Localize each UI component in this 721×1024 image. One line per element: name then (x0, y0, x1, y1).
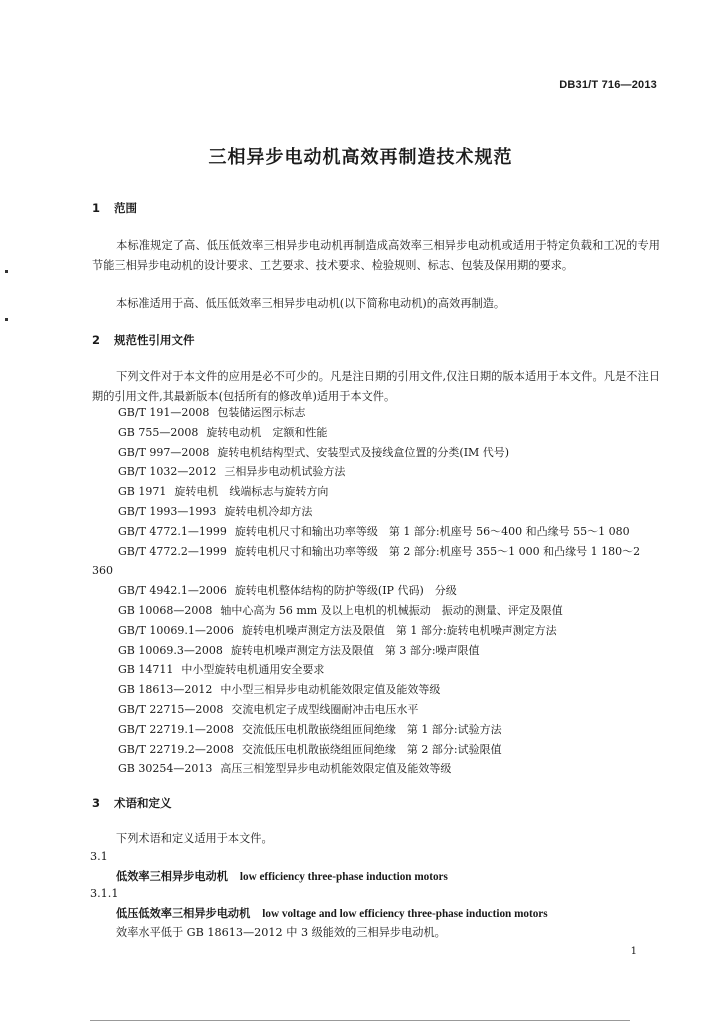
reference-item: GB 1971 旋转电机 线端标志与旋转方向 (118, 485, 329, 499)
reference-item: GB/T 22715—2008 交流电机定子成型线圈耐冲击电压水平 (118, 702, 419, 716)
term-chinese: 低压低效率三相异步电动机 (116, 906, 251, 920)
reference-item: GB 10068—2008 轴中心高为 56 mm 及以上电机的机械振动 振动的测量、评定及限值 (118, 603, 563, 617)
reference-item: GB/T 997—2008 旋转电机结构型式、安装型式及接线盒位置的分类(IM 代号) (118, 445, 510, 459)
reference-item: GB/T 22719.2—2008 交流低压电机散嵌绕组匝间绝缘 第 2 部分:试验限值 (118, 742, 502, 756)
normative-references-intro: 下列文件对于本文件的应用是必不可少的。凡是注日期的引用文件,仅注日期的版本适用于本文件。凡是不注日期的引用文件,其最新版本(包括所有的修改单)适用于本文件。 (92, 370, 660, 403)
section-title: 术语和定义 (114, 796, 172, 810)
reference-item: GB/T 1032—2012 三相异步电动机试验方法 (118, 465, 346, 479)
document-title: 三相异步电动机高效再制造技术规范 (208, 147, 513, 168)
scan-mark (5, 318, 8, 321)
section-number: 3 (92, 796, 101, 810)
reference-item: GB 30254—2013 高压三相笼型异步电动机能效限定值及能效等级 (118, 762, 452, 776)
reference-item: GB/T 4772.2—1999 旋转电机尺寸和输出功率等级 第 2 部分:机座号 355～1 000 和凸缘号 1 180～2 360 (92, 544, 641, 578)
section-1-heading (92, 200, 137, 216)
reference-item: GB/T 10069.1—2006 旋转电机噪声测定方法及限值 第 1 部分:旋转电机噪声测定方法 (118, 623, 557, 637)
term-definition: 效率水平低于 GB 18613—2012 中 3 级能效的三相异步电动机。 (116, 926, 446, 939)
reference-item: GB/T 4942.1—2006 旋转电机整体结构的防护等级(IP 代码) 分级 (118, 584, 457, 598)
reference-list (92, 403, 660, 779)
section-number: 2 (92, 333, 101, 347)
term-number: 3.1 (90, 850, 108, 863)
term-english: low efficiency three-phase induction motors (239, 871, 448, 883)
section-title: 范围 (114, 201, 137, 215)
scope-paragraph-2: 本标准适用于高、低压低效率三相异步电动机(以下简称电动机)的高效再制造。 (116, 297, 506, 310)
reference-item: GB 18613—2012 中小型三相异步电动机能效限定值及能效等级 (118, 683, 441, 697)
term-english: low voltage and low efficiency three-phase induction motors (262, 908, 548, 920)
reference-item: GB 755—2008 旋转电动机 定额和性能 (118, 425, 328, 439)
reference-item: GB/T 191—2008 包装储运图示标志 (118, 406, 306, 419)
reference-item: GB/T 4772.1—1999 旋转电机尺寸和输出功率等级 第 1 部分:机座号 56～400 和凸缘号 55～1 080 (118, 524, 630, 538)
terms-intro: 下列术语和定义适用于本文件。 (116, 832, 273, 845)
reference-item: GB 14711 中小型旋转电机通用安全要求 (118, 663, 325, 677)
standard-code: DB31/T 716—2013 (559, 79, 657, 91)
section-2-heading (92, 332, 195, 348)
bottom-rule (90, 1020, 630, 1021)
reference-item: GB/T 1993—1993 旋转电机冷却方法 (118, 504, 313, 518)
reference-item: GB 10069.3—2008 旋转电机噪声测定方法及限值 第 3 部分:噪声限值 (118, 643, 480, 657)
term-entry (116, 868, 448, 884)
section-3-heading (92, 795, 172, 811)
reference-item: GB/T 22719.1—2008 交流低压电机散嵌绕组匝间绝缘 第 1 部分:试验方法 (118, 722, 502, 736)
term-number: 3.1.1 (90, 887, 119, 900)
section-title: 规范性引用文件 (114, 333, 195, 347)
scan-mark (5, 270, 8, 273)
term-entry (116, 905, 548, 921)
scope-paragraph-1: 本标准规定了高、低压低效率三相异步电动机再制造成高效率三相异步电动机或适用于特定负载和工况的专用节能三相异步电动机的设计要求、工艺要求、技术要求、检验规则、标志、包装及保用期的要求。 (92, 239, 660, 272)
term-chinese: 低效率三相异步电动机 (116, 869, 228, 883)
section-number: 1 (92, 201, 101, 215)
page-number: 1 (630, 946, 637, 957)
